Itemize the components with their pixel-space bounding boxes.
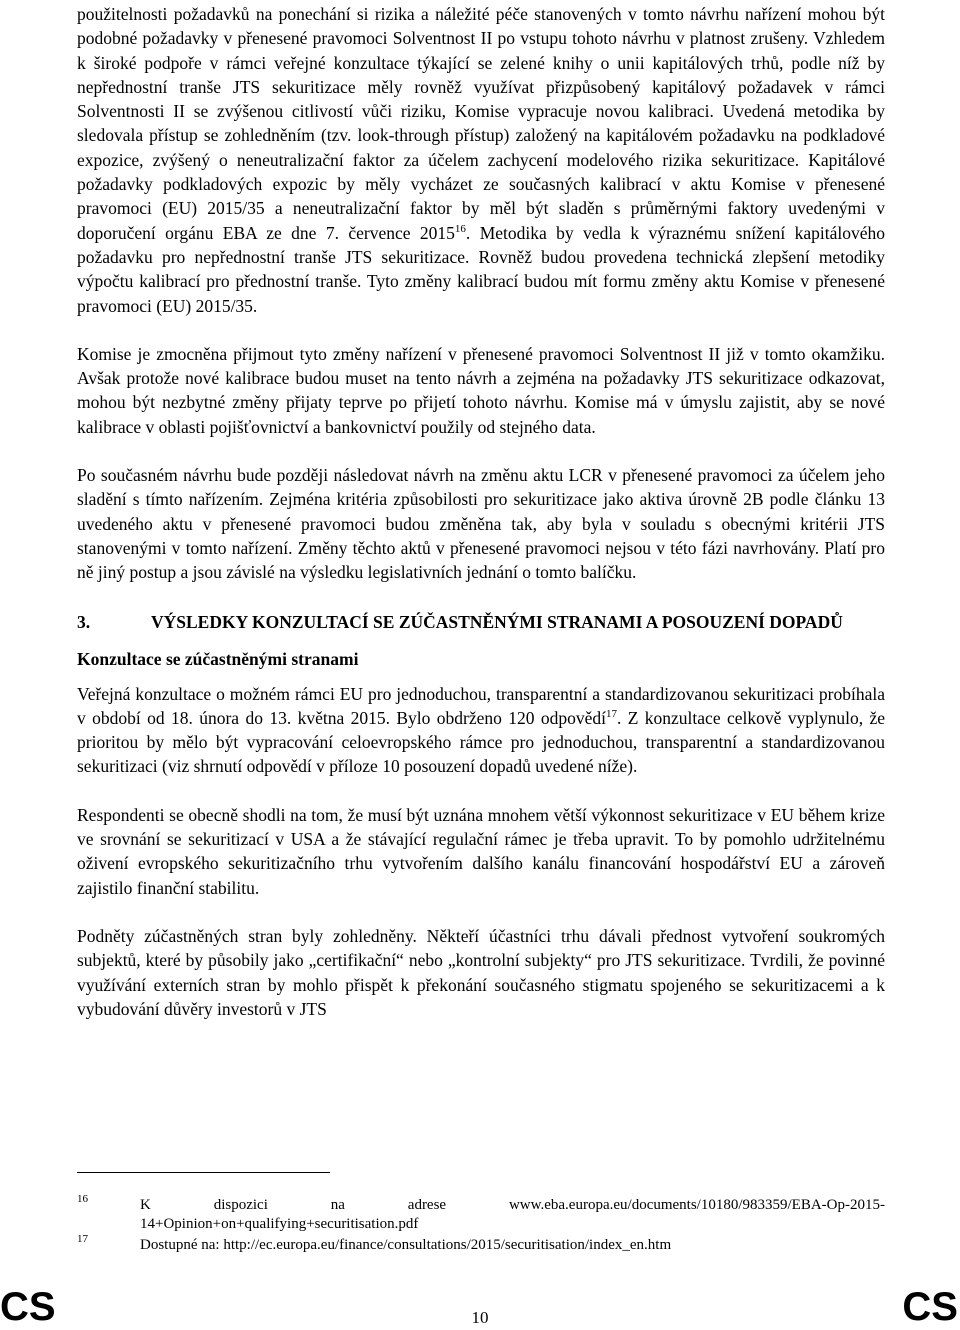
footnote-text[interactable]: K dispozici na adrese www.eba.europa.eu/documents/10180/983359/EBA-Op-2015-14+Opinion+on+qualifying+securitisation.pdf (140, 1197, 885, 1232)
section-number: 3. (77, 611, 91, 632)
footnote-ref-16[interactable]: 16 (454, 222, 466, 235)
section-heading (77, 610, 885, 634)
footnote-number: 16 (77, 1193, 88, 1205)
subsection-heading: Konzultace se zúčastněnými stranami (77, 648, 359, 669)
paragraph (77, 682, 885, 779)
footnote-ref-17[interactable]: 17 (605, 707, 617, 720)
section-title: VÝSLEDKY KONZULTACÍ SE ZÚČASTNĚNÝMI STRANAMI A POSOUZENÍ DOPADŮ (151, 611, 843, 632)
language-code-right: CS (902, 1285, 958, 1329)
footnote-17 (77, 1233, 885, 1255)
paragraph-text: . Metodika by vedla k výraznému snížení kapitálového požadavku pro nepřednostní tranše JTS sekuritizace. Rovněž budou provedena technická zlepšení metodiky výpočtu kalibrací pro přednostní tranše. Tyto změny kalibrací budou mít formu změny aktu Komise v přenesené pravomoci (EU) 2015/35. (77, 222, 885, 316)
footnote-text[interactable]: Dostupné na: http://ec.europa.eu/finance/consultations/2015/securitisation/index_en.htm (140, 1237, 672, 1253)
footnote-separator (77, 1172, 330, 1173)
footnote-number: 17 (77, 1233, 88, 1245)
document-body (77, 0, 885, 1021)
paragraph-text: použitelnosti požadavků na ponechání si rizika a náležité péče stanovených v tomto návrhu nařízení mohou být podobné požadavky v přenesené pravomoci Solventnost II po vstupu tohoto návrhu v platnost zrušeny. Vzhledem k široké podpoře v rámci veřejné konzultace týkající se zelené knihy o unii kapitálových trhů, podle níž by nepřednostní tranše JTS sekuritizace měly rovněž využívat přizpůsobený kapitálový požadavek v rámci Solventnosti II se zvýšenou citlivostí vůči riziku, Komise vypracuje novou kalibraci. Uvedená metodika by sledovala přístup se zohledněním (tzv. look-through přístup) založený na kapitálovém požadavku na podkladové expozice, zvýšený o neneutralizační faktor za účelem zachycení modelového rizika sekuritizace. Kapitálové požadavky podkladových expozic by měly vycházet ze současných kalibrací v aktu Komise v přenesené pravomoci (EU) 2015/35 a neneutralizační faktor by měl být sladěn s průměrnými faktory uvedenými v doporučení orgánu EBA ze dne 7. července 2015 (77, 4, 885, 243)
paragraph: Respondenti se obecně shodli na tom, že musí být uznána mnohem větší výkonnost sekuritizace v EU během krize ve srovnání se sekuritizací v USA a že stávající regulační rámec je třeba upravit. To by pomohlo udržitelnému oživení evropského sekuritizačního trhu vytvořením dalšího kanálu financování hospodářství EU a zároveň zajistilo finanční stabilitu. (77, 804, 885, 898)
paragraph: Komise je zmocněna přijmout tyto změny nařízení v přenesené pravomoci Solventnost II již v tomto okamžiku. Avšak protože nové kalibrace budou muset na tento návrh a zejména na požadavky JTS sekuritizace odkazovat, mohou být nezbytné změny přijaty teprve po přijetí tohoto návrhu. Komise má v úmyslu zajistit, aby se nové kalibrace v oblasti pojišťovnictví a bankovnictví použily od stejného data. (77, 343, 885, 437)
page-number: 10 (471, 1308, 489, 1327)
paragraph: Po současném návrhu bude později následovat návrh na změnu aktu LCR v přenesené pravomoci za účelem jeho sladění s tímto nařízením. Zejména kritéria způsobilosti pro sekuritizace jako aktiva úrovně 2B podle článku 13 uvedeného aktu v přenesené pravomoci budou změněna tak, aby byla v souladu s obecnými kritérii JTS stanovenými v tomto nařízení. Změny těchto aktů v přenesené pravomoci nejsou v této fázi navrhovány. Platí pro ně jiný postup a jsou závislé na výsledku legislativních jednání o tomto balíčku. (77, 465, 885, 583)
paragraph-text: Veřejná konzultace o možném rámci EU pro jednoduchou, transparentní a standardizovanou sekuritizaci probíhala v období od 18. února do 13. května 2015. Bylo obdrženo 120 odpovědí (77, 683, 885, 728)
paragraph: Podněty zúčastněných stran byly zohledněny. Někteří účastníci trhu dávali přednost vytvoření soukromých subjektů, které by působily jako „certifikační“ nebo „kontrolní subjekty“ pro JTS sekuritizace. Tvrdili, že povinné využívání externích stran by mohlo přispět k překonání současného stigmatu spojeného se sekuritizacemi a k vybudování důvěry investorů v JTS (77, 925, 885, 1019)
language-code-left: CS (0, 1285, 56, 1329)
paragraph-text: . Z konzultace celkově vyplynulo, že prioritou by mělo být vypracování celoevropského rámce pro jednoduchou, transparentní a standardizovanou sekuritizaci (viz shrnutí odpovědí v příloze 10 posouzení dopadů uvedené níže). (77, 707, 886, 777)
paragraph (77, 2, 885, 318)
footnote-16 (77, 1193, 885, 1234)
